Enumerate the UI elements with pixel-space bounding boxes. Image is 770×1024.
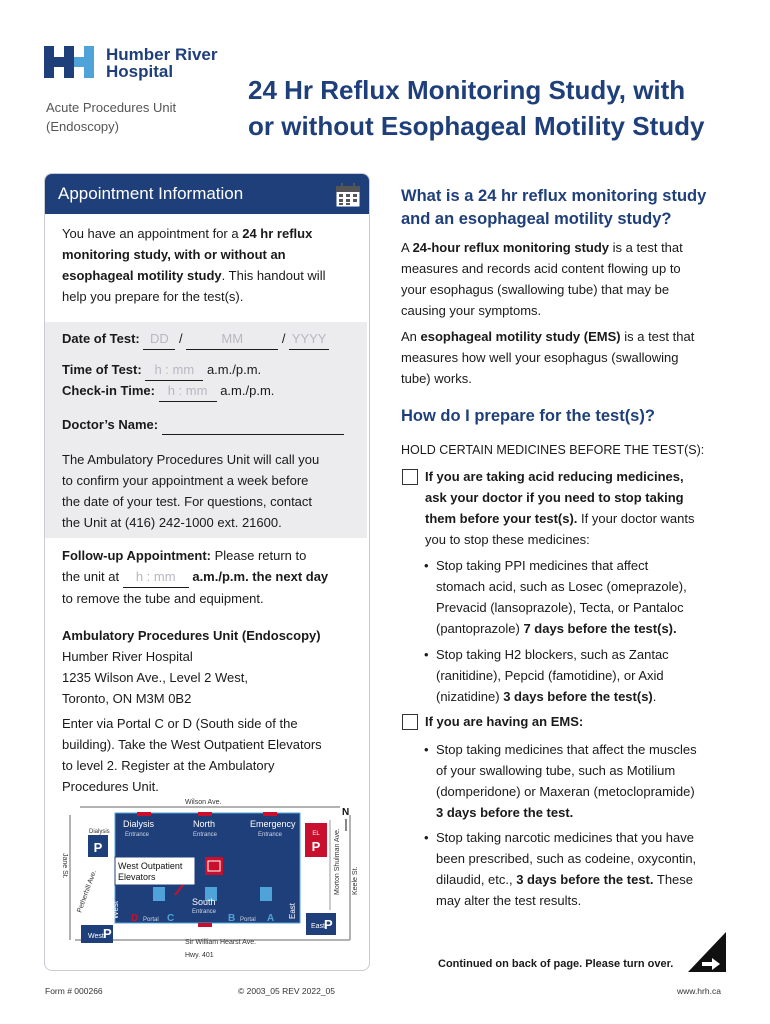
portal-a: A [267, 913, 275, 924]
portal-c: C [167, 913, 175, 924]
svg-text:Jane St.: Jane St. [61, 853, 68, 879]
svg-text:Elevators: Elevators [118, 872, 156, 882]
svg-text:P: P [311, 839, 321, 854]
svg-text:Emergency: Emergency [250, 819, 296, 829]
unit-name: Acute Procedures Unit (Endoscopy) [46, 100, 177, 134]
svg-text:Morton Shulman Ave.: Morton Shulman Ave. [334, 828, 341, 895]
parking-p-label: P [93, 840, 103, 855]
call-info-text: The Ambulatory Procedures Unit will call you to confirm your appointment a week before the date of your test. For questions, contact the Unit at (416) 242-1000 ext. 21600. [62, 452, 320, 530]
portal-d: D [131, 913, 139, 924]
prepare-heading: How do I prepare for the test(s)? [401, 407, 655, 425]
h2-blockers-bullet: • Stop taking H2 blockers, such as Zantac (ranitidine), Pepcid (famotidine), or Axid (nizatidine) 3 days before the test(s). [424, 647, 669, 704]
follow-up-text: Follow-up Appointment: Please return to the unit at h : mm a.m./p.m. the next day to remove the tube and equipment. [62, 548, 329, 606]
date-of-test-row: Date of Test: DD / MM / YYYY [62, 328, 362, 350]
reflux-study-description: A 24-hour reflux monitoring study is a test that measures and records acid content flowing up to your esophagus (swallowing tube) that may be causing your symptoms. [401, 240, 683, 318]
svg-text:West: West [88, 933, 104, 940]
north-indicator: N [342, 807, 350, 818]
calendar-icon [335, 182, 361, 208]
year-field[interactable]: YYYY [289, 328, 329, 350]
appointment-heading: Appointment Information [58, 184, 244, 203]
date-label: Date of Test: [62, 331, 140, 346]
svg-text:P: P [103, 926, 112, 941]
appointment-header [45, 174, 369, 214]
hospital-map [55, 795, 360, 965]
svg-text:West: West [111, 900, 120, 919]
time-of-test-row: Time of Test: h : mm a.m./p.m. [62, 359, 362, 381]
website-link[interactable]: www.hrh.ca [677, 986, 721, 996]
svg-text:Wilson Ave.: Wilson Ave. [185, 799, 222, 806]
check-in-time-field[interactable]: h : mm [159, 380, 217, 402]
narcotic-medicines-bullet: • Stop taking narcotic medicines that you have been prescribed, such as codeine, oxycontin, dilaudid, etc., 3 days before the test. These may alter the test results. [424, 830, 697, 908]
south-entrance-marker [198, 923, 212, 927]
form-number: Form # 000266 [45, 986, 103, 996]
ems-description: An esophageal motility study (EMS) is a test that measures how well your esophagus (swallowing tube) works. [401, 329, 695, 386]
svg-text:Entrance: Entrance [192, 909, 217, 915]
svg-text:Keele St.: Keele St. [352, 866, 359, 895]
svg-text:East: East [311, 923, 326, 930]
north-entrance-marker [198, 812, 212, 816]
hospital-logo-icon [44, 46, 98, 78]
doctor-name-row: Doctor’s Name: [62, 414, 362, 435]
doctor-name-field[interactable] [162, 419, 344, 435]
svg-text:Entrance: Entrance [125, 832, 150, 838]
directions-text: Enter via Portal C or D (South side of the building). Take the West Outpatient Elevators to level 2. Register at the Ambulatory Procedures Unit. [62, 716, 322, 794]
portal-b: B [228, 913, 236, 924]
hold-medicines-heading: HOLD CERTAIN MEDICINES BEFORE THE TEST(S): [401, 443, 705, 457]
svg-text:Portal: Portal [240, 917, 256, 923]
copyright: © 2003_05 REV 2022_05 [238, 986, 336, 996]
continued-note: Continued on back of page. Please turn over. [438, 958, 674, 970]
month-field[interactable]: MM [186, 328, 278, 350]
svg-text:P: P [324, 917, 333, 932]
svg-text:South: South [192, 897, 216, 907]
unit-address: Ambulatory Procedures Unit (Endoscopy) Humber River Hospital 1235 Wilson Ave., Level 2 West, Toronto, ON M3M 0B2 [62, 628, 321, 706]
ppi-bullet: • Stop taking PPI medicines that affect stomach acid, such as Losec (omeprazole), Prevacid (lansoprazole), Tecta, or Pantaloc (pantoprazole) 7 days before the test(s). [424, 558, 687, 636]
svg-text:Dialysis: Dialysis [89, 829, 110, 835]
svg-text:East: East [288, 902, 297, 919]
svg-text:West Outpatient: West Outpatient [118, 861, 183, 871]
svg-text:Sir William Hearst Ave.: Sir William Hearst Ave. [185, 939, 257, 946]
hospital-name: Humber River Hospital [106, 45, 218, 81]
svg-text:Portal: Portal [143, 917, 159, 923]
svg-text:Entrance: Entrance [193, 832, 218, 838]
appointment-intro: You have an appointment for a 24 hr reflux monitoring study, with or without an esophageal motility study. This handout will help you prepare for the test(s). [62, 226, 326, 304]
acid-medicines-checkbox[interactable] [402, 469, 418, 485]
page-title: 24 Hr Reflux Monitoring Study, with or without Esophageal Motility Study [248, 75, 705, 141]
emergency-entrance-marker [263, 812, 277, 816]
ems-checkbox[interactable] [402, 714, 418, 730]
svg-text:EL: EL [312, 831, 320, 837]
ems-checkbox-label: If you are having an EMS: [425, 714, 584, 729]
svg-text:Hwy. 401: Hwy. 401 [185, 952, 214, 959]
acid-medicines-text: If you are taking acid reducing medicines, ask your doctor if you need to stop taking them before your test(s). If your doctor wants you to stop these medicines: [425, 469, 695, 547]
svg-text:North: North [193, 819, 216, 829]
follow-up-time-field[interactable]: h : mm [123, 566, 189, 588]
elevator-icon [260, 887, 272, 901]
svg-text:Petherhill Ave.: Petherhill Ave. [76, 869, 99, 914]
time-of-test-field[interactable]: h : mm [145, 359, 203, 381]
day-field[interactable]: DD [143, 328, 175, 350]
page-turn-arrow-icon[interactable] [688, 932, 726, 972]
svg-text:Dialysis: Dialysis [123, 819, 155, 829]
check-in-time-row: Check-in Time: h : mm a.m./p.m. [62, 380, 362, 402]
muscle-medicines-bullet: • Stop taking medicines that affect the muscles of your swallowing tube, such as Motilium (domperidone) or Maxeran (metoclopramide) 3 days before the test. [424, 742, 697, 820]
what-is-heading: What is a 24 hr reflux monitoring study and an esophageal motility study? [401, 187, 707, 228]
elevator-icon [153, 887, 165, 901]
dialysis-entrance-marker [137, 812, 151, 816]
svg-text:Entrance: Entrance [258, 832, 283, 838]
